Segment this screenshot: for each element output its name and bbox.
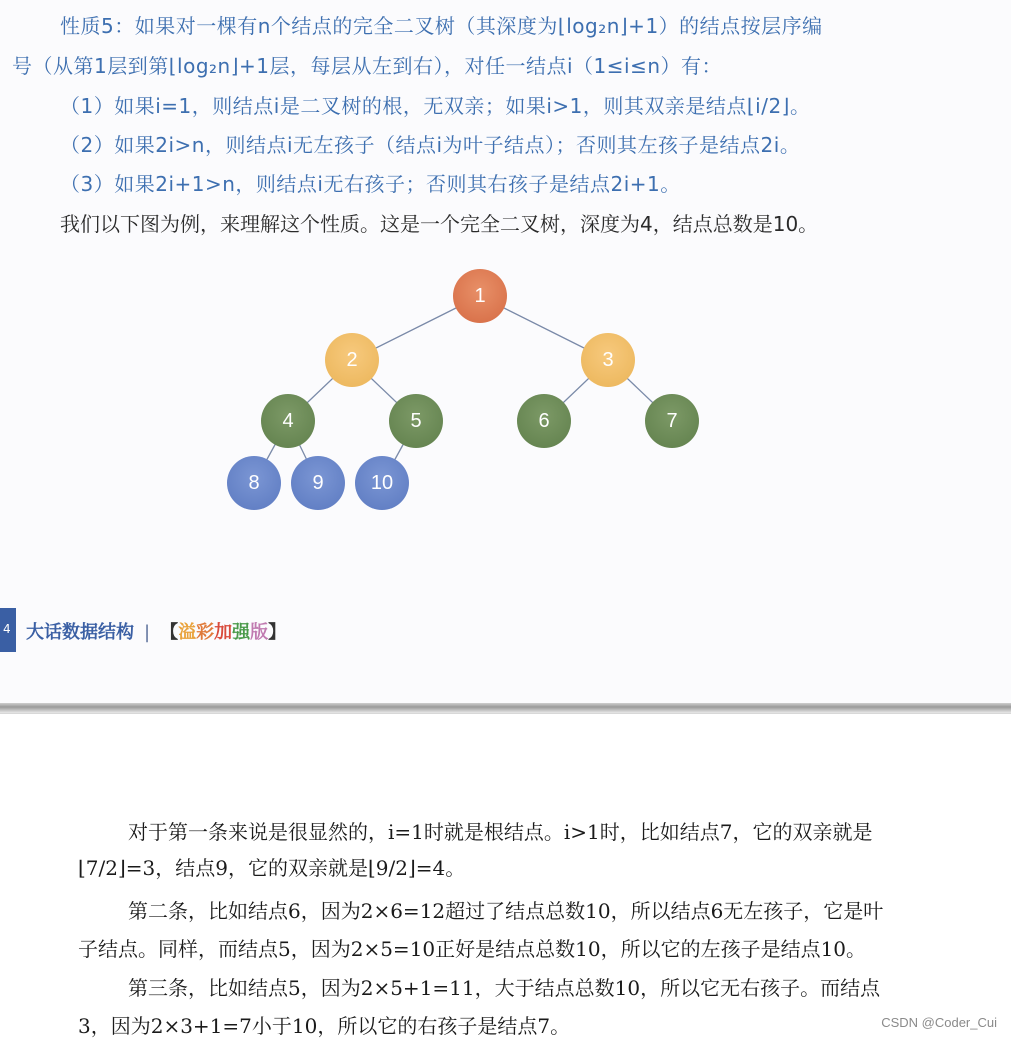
csdn-watermark: CSDN @Coder_Cui	[881, 1015, 997, 1030]
binary-tree-diagram	[220, 262, 720, 522]
tree-node-9: 9	[291, 456, 345, 510]
tree-node-2: 2	[325, 333, 379, 387]
book-footer	[26, 618, 286, 644]
tree-node-5: 5	[389, 394, 443, 448]
bracket-open: 【	[160, 622, 179, 643]
edition-char: 加	[214, 622, 233, 643]
explanation-line-3: 第二条，比如结点6，因为2×6=12超过了结点总数10，所以结点6无左孩子，它是叶	[128, 899, 884, 923]
explanation-line-6: 3，因为2×3+1=7小于10，所以它的右孩子是结点7。	[78, 1014, 571, 1038]
tree-node-7: 7	[645, 394, 699, 448]
explanation-line-5: 第三条，比如结点5，因为2×5+1=11，大于结点总数10，所以它无右孩子。而结点	[128, 976, 881, 1000]
edition-char: 溢	[178, 622, 197, 643]
book-title: 大话数据结构	[26, 622, 134, 643]
tree-node-4: 4	[261, 394, 315, 448]
rule-2: （2）如果2i>n，则结点i无左孩子（结点i为叶子结点）；否则其左孩子是结点2i。	[60, 133, 801, 157]
example-intro: 我们以下图为例，来理解这个性质。这是一个完全二叉树，深度为4，结点总数是10。	[60, 212, 819, 236]
footer-separator: |	[144, 622, 151, 643]
tree-node-8: 8	[227, 456, 281, 510]
explanation-line-1: 对于第一条来说是很显然的，i=1时就是根结点。i>1时，比如结点7，它的双亲就是	[128, 820, 873, 844]
page-number-tab	[0, 608, 16, 652]
property-5-line-2: 号（从第1层到第⌊log₂n⌋+1层，每层从左到右），对任一结点i（1≤i≤n）有：	[12, 54, 723, 78]
edition-char: 彩	[196, 622, 215, 643]
tree-node-1: 1	[453, 269, 507, 323]
explanation-line-2: ⌊7/2⌋=3，结点9，它的双亲就是⌊9/2⌋=4。	[78, 856, 466, 880]
page-divider	[0, 703, 1011, 714]
rule-1: （1）如果i=1，则结点i是二叉树的根，无双亲；如果i>1，则其双亲是结点⌊i/2⌋。	[60, 94, 811, 118]
rule-3: （3）如果2i+1>n，则结点i无右孩子；否则其右孩子是结点2i+1。	[60, 172, 681, 196]
property-5-line-1: 性质5：如果对一棵有n个结点的完全二叉树（其深度为⌊log₂n⌋+1）的结点按层序编	[60, 14, 823, 38]
explanation-line-4: 子结点。同样，而结点5，因为2×5=10正好是结点总数10，所以它的左孩子是结点10。	[78, 937, 867, 961]
edition-char: 版	[250, 622, 269, 643]
tree-node-3: 3	[581, 333, 635, 387]
edition-label	[178, 622, 268, 643]
tree-node-6: 6	[517, 394, 571, 448]
bracket-close: 】	[268, 622, 287, 643]
tree-node-10: 10	[355, 456, 409, 510]
page-number: 4	[3, 622, 11, 636]
edition-char: 强	[232, 622, 251, 643]
